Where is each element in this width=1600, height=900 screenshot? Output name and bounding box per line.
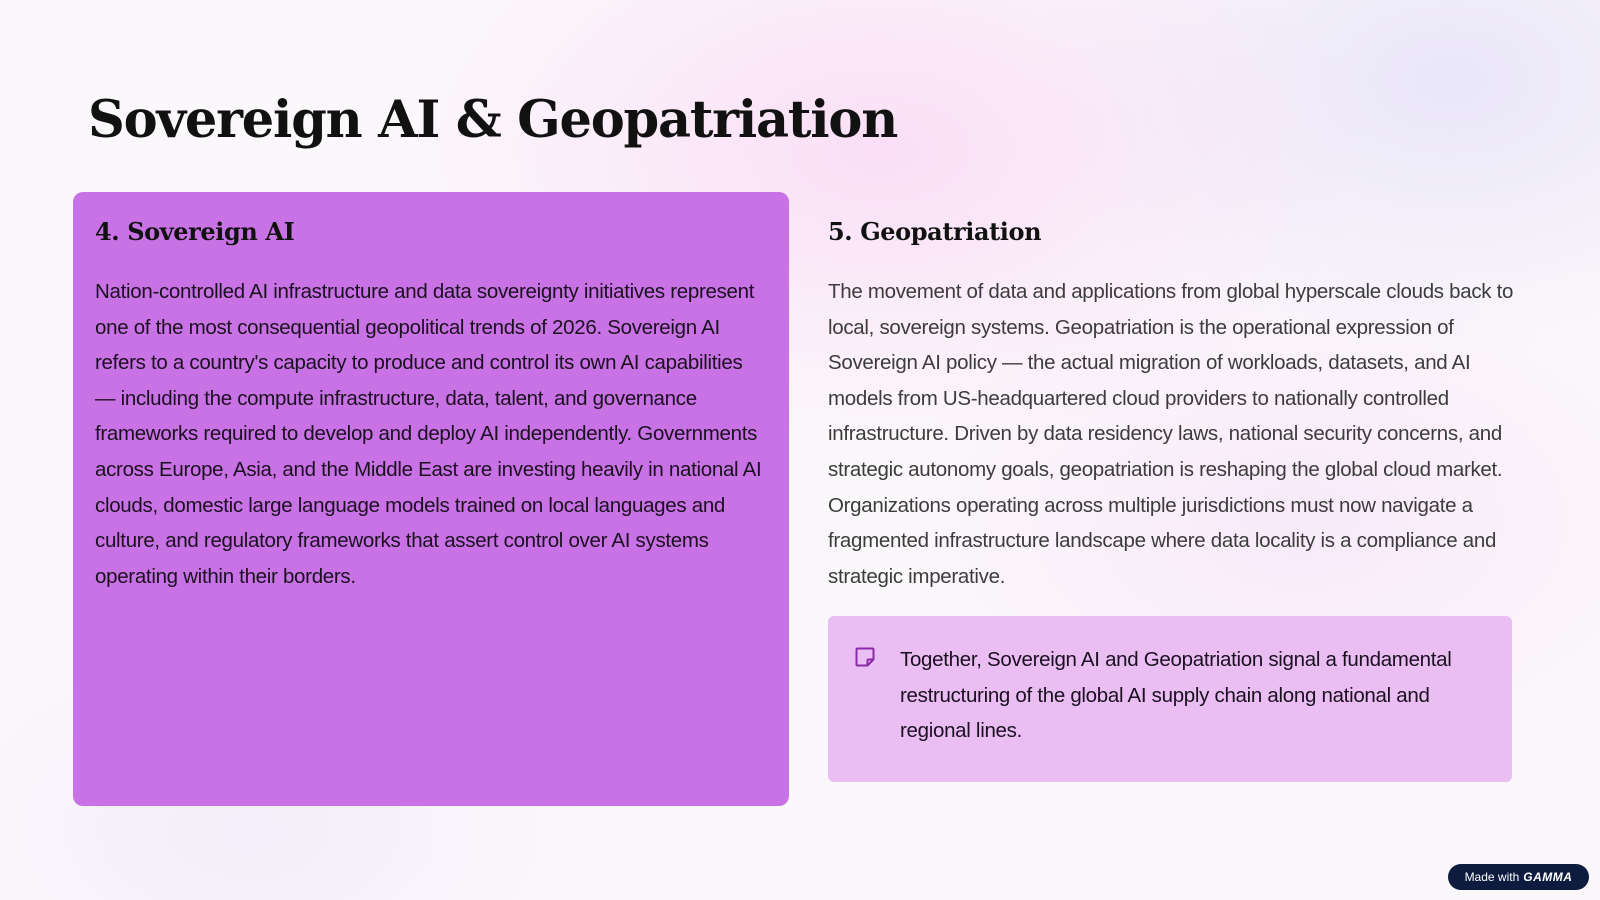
geopatriation-body: The movement of data and applications from global hyperscale clouds back to local, sovereign systems. Geopatriation is the operational expression of Sovereign AI policy — the actual migration of workloads, datasets, and AI models from US-headquartered cloud providers to nationally controlled infrastructure. Driven by data residency laws, national security concerns, and strategic autonomy goals, geopatriation is reshaping the global cloud market. Organizations operating across multiple jurisdictions must now navigate a fragmented infrastructure landscape where data locality is a compliance and strategic imperative. xyxy=(828,280,1514,588)
sovereign-ai-heading: 4. Sovereign AI xyxy=(95,217,295,246)
summary-callout-text: Together, Sovereign AI and Geopatriation signal a fundamental restructuring of the global AI supply chain along national and regional lines. xyxy=(900,648,1452,743)
summary-callout xyxy=(828,616,1512,782)
geopatriation-section xyxy=(828,212,1518,594)
page-title: Sovereign AI & Geopatriation xyxy=(88,90,898,150)
sovereign-ai-card xyxy=(73,192,789,806)
badge-prefix: Made with xyxy=(1464,870,1520,884)
note-icon xyxy=(854,646,876,668)
gamma-logo: GAMMA xyxy=(1523,870,1573,884)
made-with-gamma-badge[interactable] xyxy=(1448,864,1589,890)
sovereign-ai-body: Nation-controlled AI infrastructure and data sovereignty initiatives represent one of the most consequential geopolitical trends of 2026. Sovereign AI refers to a country's capacity to produce and control its own AI capabilities — including the compute infrastructure, data, talent, and governance frameworks required to develop and deploy AI independently. Governments across Europe, Asia, and the Middle East are investing heavily in national AI clouds, domestic large language models trained on local languages and culture, and regulatory frameworks that assert control over AI systems operating within their borders. xyxy=(95,280,762,588)
geopatriation-heading: 5. Geopatriation xyxy=(828,217,1042,246)
